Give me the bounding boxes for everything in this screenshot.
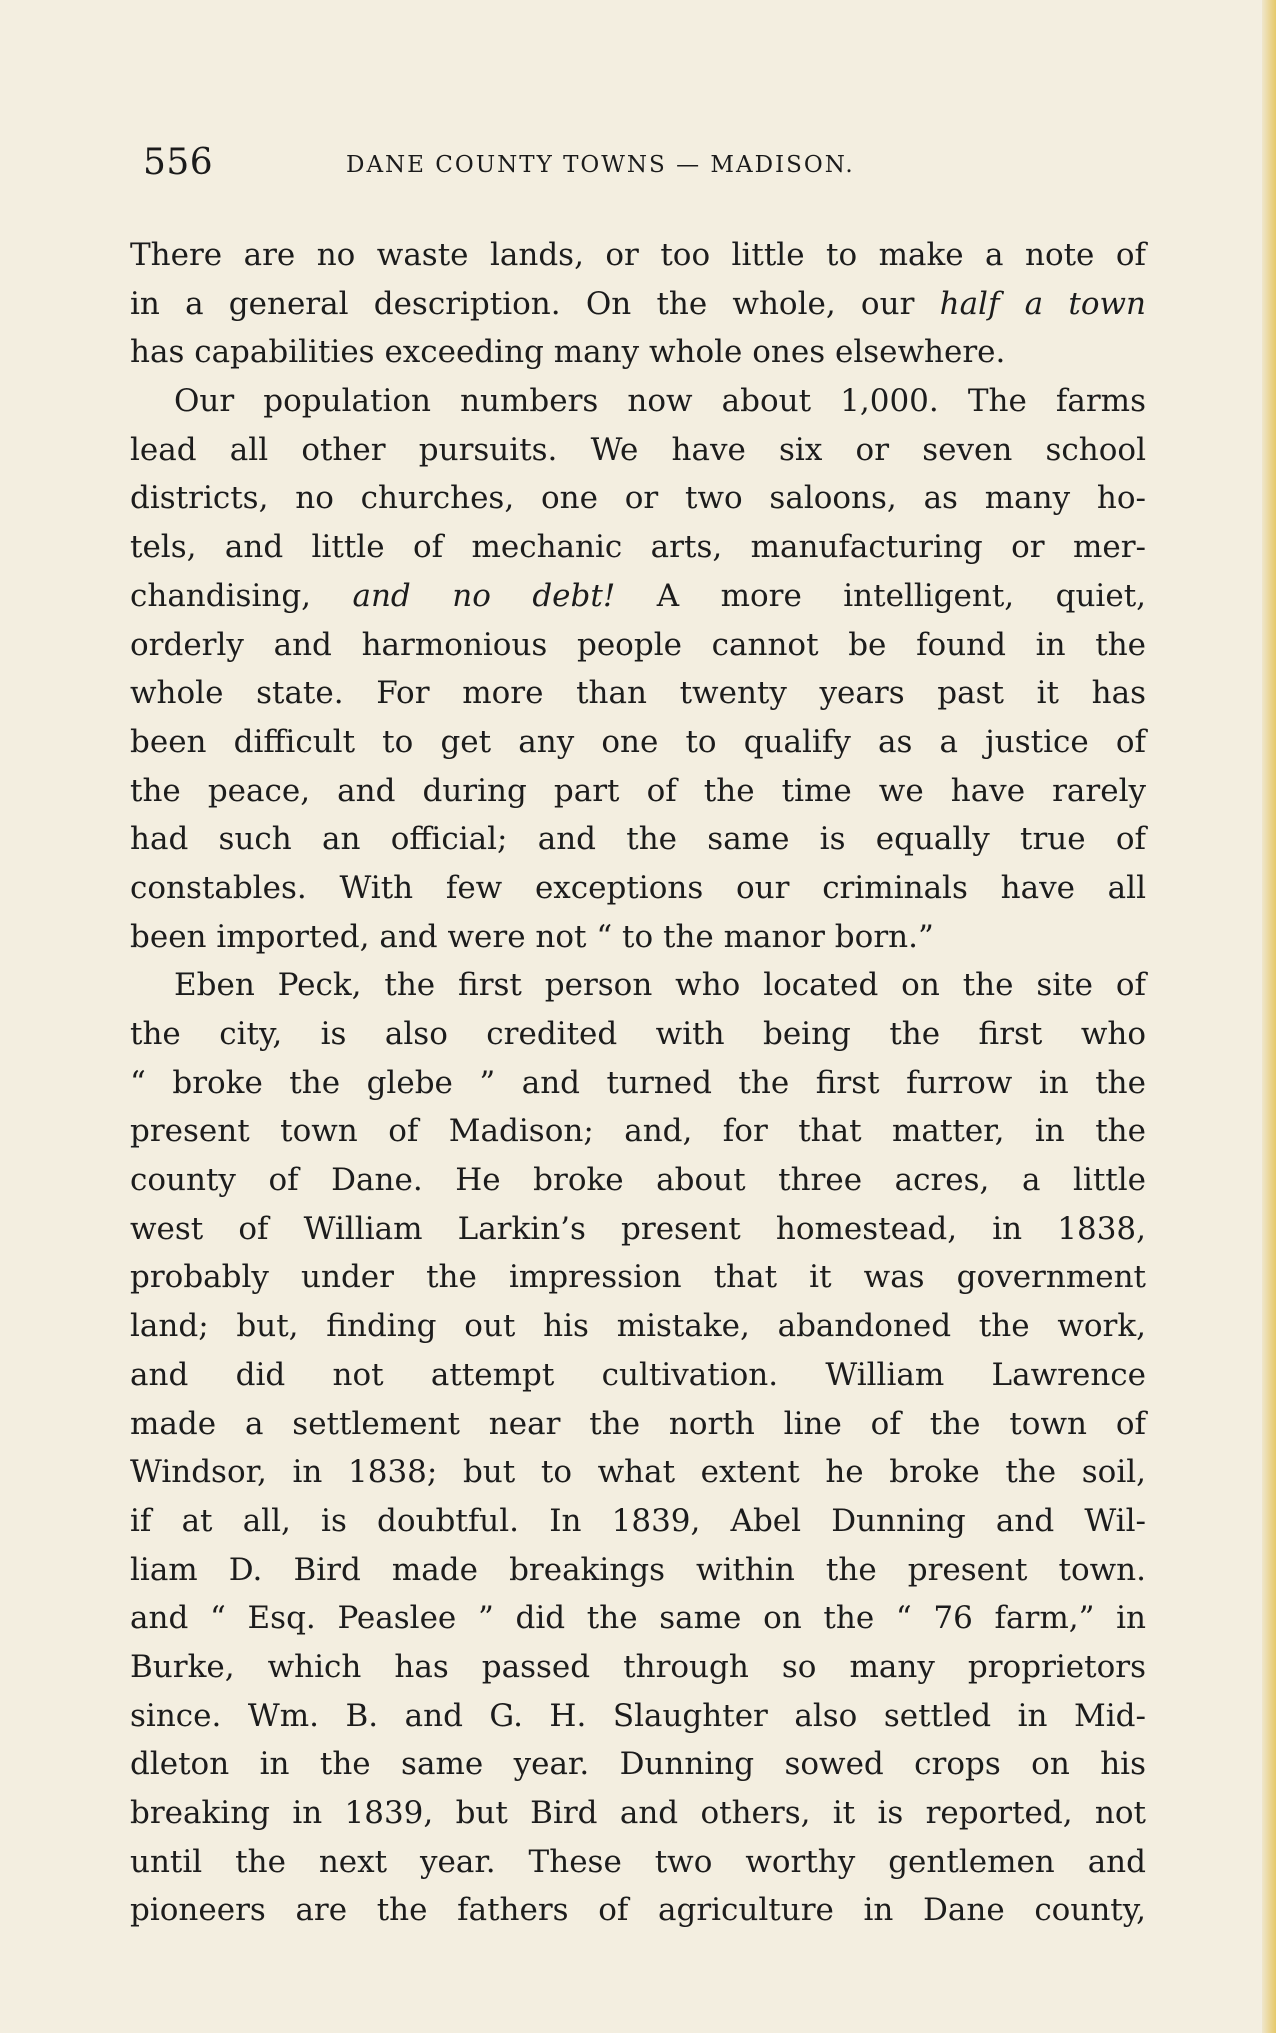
text-line: if at all, is doubtful. In 1839, Abel Dunning and Wil- — [130, 1502, 1146, 1539]
text-line: Burke, which has passed through so many proprietors — [130, 1648, 1146, 1685]
text-line: in a general description. On the whole, our half a town — [130, 285, 1146, 322]
text-line: has capabilities exceeding many whole ones elsewhere. — [130, 334, 1006, 371]
text-line: pioneers are the fathers of agriculture in Dane county, — [130, 1892, 1146, 1929]
text-line: districts, no churches, one or two saloons, as many ho- — [130, 480, 1146, 517]
text-line: whole state. For more than twenty years past it has — [130, 675, 1146, 712]
text-line: county of Dane. He broke about three acres, a little — [130, 1162, 1146, 1199]
page-edge — [1262, 0, 1276, 2033]
text-line: breaking in 1839, but Bird and others, it is reported, not — [130, 1795, 1146, 1831]
text-line: land; but, finding out his mistake, abandoned the work, — [130, 1308, 1146, 1345]
text-line: and “ Esq. Peaslee ” did the same on the “ 76 farm,” in — [130, 1600, 1146, 1637]
text-line: present town of Madison; and, for that matter, in the — [130, 1113, 1146, 1150]
text-line: dleton in the same year. Dunning sowed crops on his — [130, 1746, 1146, 1783]
text-line: west of William Larkin’s present homestead, in 1838, — [130, 1210, 1146, 1247]
text-line: chandising, and no debt! A more intelligent, quiet, — [130, 577, 1147, 614]
italic-phrase: half a town — [939, 285, 1146, 322]
text-line: liam D. Bird made breakings within the present town. — [130, 1551, 1146, 1588]
text-line: constables. With few exceptions our criminals have all — [130, 869, 1146, 906]
text-line: been imported, and were not “ to the manor born.” — [130, 918, 934, 955]
italic-phrase: and no debt! — [352, 577, 616, 614]
text-line: Eben Peck, the first person who located on the site of — [174, 967, 1146, 1004]
page-number: 556 — [143, 142, 214, 183]
text-line: Windsor, in 1838; but to what extent he broke the soil, — [130, 1454, 1146, 1491]
text-line: and did not attempt cultivation. William Lawrence — [130, 1356, 1146, 1393]
text-line: tels, and little of mechanic arts, manufacturing or mer- — [130, 529, 1146, 566]
text-line: orderly and harmonious people cannot be found in the — [130, 626, 1146, 663]
text-line: since. Wm. B. and G. H. Slaughter also settled in Mid- — [130, 1697, 1146, 1734]
text-line: been difficult to get any one to qualify as a justice of — [130, 723, 1146, 760]
running-head — [143, 136, 1163, 196]
body-text — [130, 231, 1146, 1935]
text-line: “ broke the glebe ” and turned the first furrow in the — [130, 1064, 1146, 1101]
text-line: Our population numbers now about 1,000. The farms — [174, 383, 1146, 420]
text-line: There are no waste lands, or too little to make a note of — [130, 237, 1146, 273]
text-line: had such an official; and the same is equally true of — [130, 821, 1146, 858]
text-line: probably under the impression that it was government — [130, 1259, 1146, 1296]
running-title: DANE COUNTY TOWNS — MADISON. — [346, 152, 855, 178]
text-line: lead all other pursuits. We have six or seven school — [130, 431, 1146, 468]
text-line: until the next year. These two worthy gentlemen and — [130, 1843, 1146, 1880]
text-line: the peace, and during part of the time we have rarely — [130, 772, 1146, 809]
text-line: the city, is also credited with being the first who — [130, 1016, 1146, 1052]
text-line: made a settlement near the north line of the town of — [130, 1405, 1146, 1442]
